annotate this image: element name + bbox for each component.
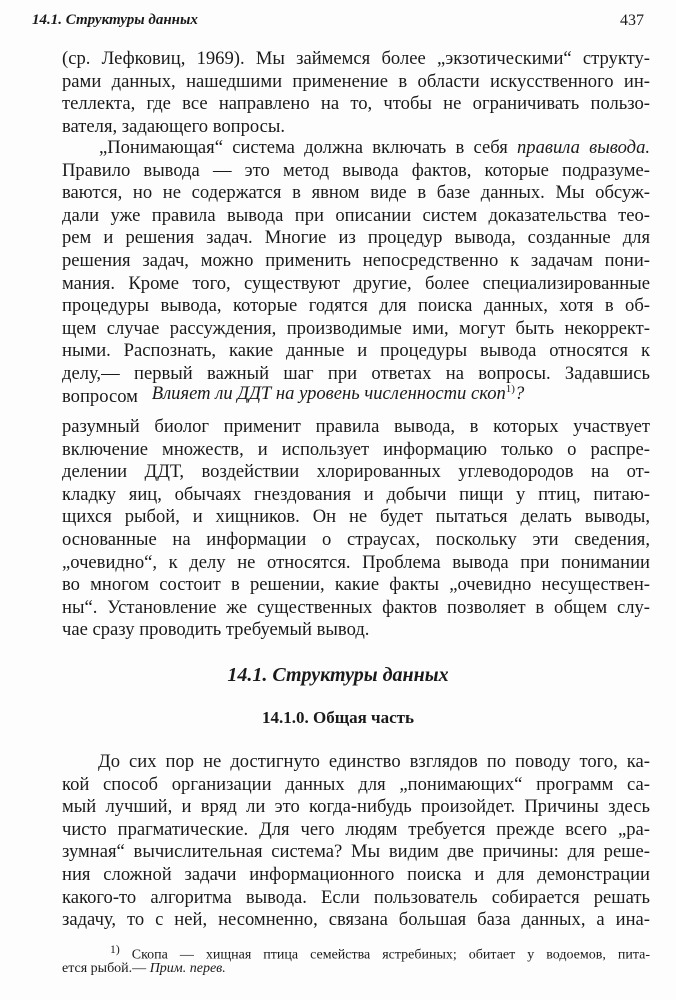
text-line: рем и решения задач. Многие из процедур вывода, созданные для xyxy=(62,227,650,249)
text-line: вателя, задающего вопросы. xyxy=(62,115,286,137)
text-line: теллекта, где все направлено на то, чтобы не ограничивать пользо- xyxy=(62,93,650,115)
footnote-text: Скопа — хищная птица семейства ястребиных; обитает у водоемов, пита- xyxy=(119,947,651,963)
section-title: 14.1. Структуры данных xyxy=(227,664,449,686)
text-line: мания. Кроме того, существуют другие, более специализированные xyxy=(62,272,650,294)
text-line: ваются, но не содержатся в явном виде в базе данных. Мы обсуж- xyxy=(62,182,650,204)
text-segment: „Понимающая“ система должна включать в себя xyxy=(98,137,517,158)
footnote xyxy=(62,940,650,978)
text-line: во многом состоит в решении, какие факты „очевидно несуществен- xyxy=(62,574,650,596)
text-line: (ср. Лефковиц, 1969). Мы займемся более „экзотическими“ структу- xyxy=(62,48,650,69)
paragraph-1 xyxy=(62,48,650,138)
text-line: щем случае рассуждения, производимые ими, могут быть некоррект- xyxy=(62,317,650,339)
text-line: кой способ организации данных для „понимающих“ программ са- xyxy=(62,773,650,795)
text-line: включение множеств, и использует информацию только о распре- xyxy=(62,438,650,460)
text-line: задачу, то с ней, несомненно, связана большая база данных, а ина- xyxy=(62,909,650,931)
text-line: ны“. Установление же существенных фактов позволяет в общем слу- xyxy=(62,596,650,618)
text-line: делении ДДТ, воздействии хлорированных углеводородов на от- xyxy=(62,461,650,483)
text-line: Правило вывода — это метод вывода фактов, которые подразуме- xyxy=(62,159,650,181)
text-line: дали уже правила вывода при описании систем доказательства тео- xyxy=(62,204,650,226)
footnote-line xyxy=(62,940,651,963)
term-inference-rules: правила вывода. xyxy=(517,137,651,158)
text-line xyxy=(62,751,650,774)
text-line: процедуры вывода, которые годятся для поиска данных, хотя в об- xyxy=(62,295,650,317)
text-line: кладку яиц, обычаях гнездования и добычи пищи у птиц, питаю- xyxy=(62,483,650,505)
text-line: разумный биолог применит правила вывода, в которых участвует xyxy=(62,416,650,437)
text-line: чисто прагматические. Для чего людям требуется прежде всего „ра- xyxy=(62,818,650,840)
translator-note: Прим. перев. xyxy=(149,961,226,976)
footnote-mark: 1) xyxy=(110,943,120,956)
text-segment: До сих пор не достигнуто единство взглядов по поводу того, ка- xyxy=(98,751,650,772)
text-line: какого-то алгоритма вывода. Если пользователь собирается решать xyxy=(62,886,650,908)
text-line: рами данных, нашедшими применение в области искусственного ин- xyxy=(62,70,650,92)
question-formula xyxy=(0,383,676,405)
formula-end: ? xyxy=(514,383,525,405)
footnote-text: ется рыбой.— xyxy=(62,961,150,976)
page-number: 437 xyxy=(620,12,644,29)
text-line: зумная“ вычислительная система? Мы видим две причины: для реше- xyxy=(62,841,650,863)
running-head: 14.1. Структуры данных xyxy=(32,12,198,28)
text-line: основанные на информации о страусах, поскольку эти сведения, xyxy=(62,528,650,550)
text-line: вопросом xyxy=(62,385,138,407)
text-line: ния сложной задачи информационного поиска и для демонстрации xyxy=(62,863,650,885)
text-line: щихся рыбой, и хищников. Он не будет пытаться делать выводы, xyxy=(62,506,650,528)
text-line xyxy=(62,137,650,160)
paragraph-4 xyxy=(62,751,650,932)
text-line: решения задач, можно применить непосредственно к задачам пони- xyxy=(62,249,650,271)
subsection-title: 14.1.0. Общая часть xyxy=(262,708,414,727)
text-line: чае сразу проводить требуемый вывод. xyxy=(62,619,370,641)
formula-text: Влияет ли ДДТ на уровень численности скоп xyxy=(151,383,506,405)
text-line: делу,— первый важный шаг при ответах на вопросы. Задавшись xyxy=(62,362,650,384)
paragraph-3 xyxy=(62,416,650,642)
paragraph-2 xyxy=(62,137,650,408)
text-line: мый лучший, и вряд ли это когда-нибудь произойдет. Причины здесь xyxy=(62,796,650,818)
text-line: „очевидно“, к делу не относятся. Проблема вывода при понимании xyxy=(62,551,650,573)
footnote-mark: 1) xyxy=(505,383,515,395)
text-line: ными. Распознать, какие данные и процедуры вывода относятся к xyxy=(62,340,650,362)
